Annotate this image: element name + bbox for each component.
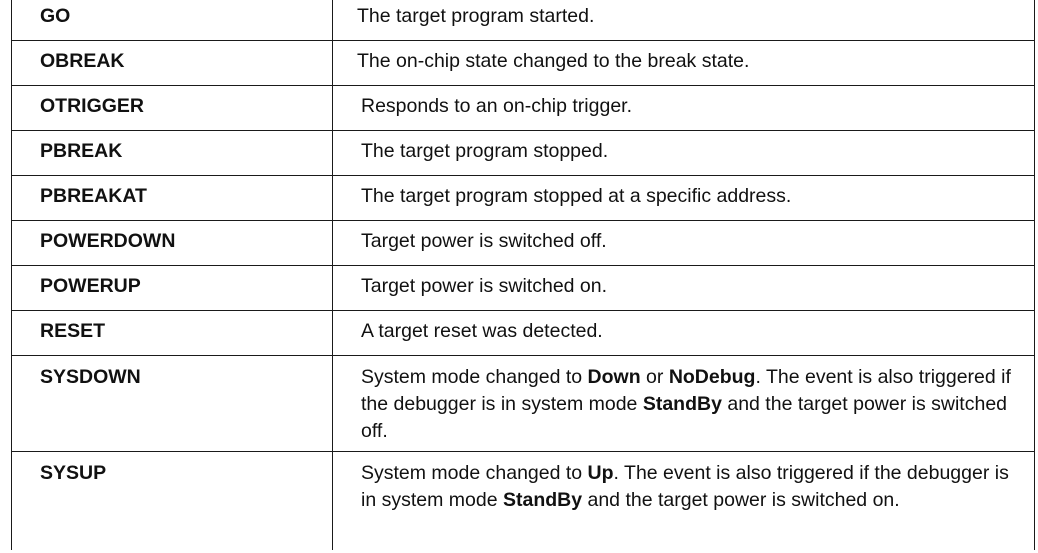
description-text: or bbox=[640, 366, 669, 388]
event-description: Target power is switched on. bbox=[361, 275, 608, 297]
event-description: A target reset was detected. bbox=[361, 320, 603, 342]
description-text: System mode changed to bbox=[361, 366, 588, 388]
event-description: The target program started. bbox=[357, 5, 595, 27]
table-row bbox=[12, 356, 1035, 452]
table-row bbox=[12, 311, 1035, 356]
event-description-cell bbox=[333, 356, 1035, 452]
event-name-cell bbox=[12, 356, 333, 452]
description-keyword: NoDebug bbox=[668, 366, 756, 388]
description-keyword: StandBy bbox=[502, 489, 583, 511]
event-name-cell bbox=[12, 41, 333, 86]
event-name: SYSDOWN bbox=[40, 366, 141, 388]
table-row bbox=[12, 41, 1035, 86]
event-name-cell bbox=[12, 86, 333, 131]
event-description-cell bbox=[333, 41, 1035, 86]
description-keyword: StandBy bbox=[642, 393, 722, 415]
event-name-cell bbox=[12, 311, 333, 356]
event-description bbox=[333, 452, 1034, 514]
event-description: Responds to an on-chip trigger. bbox=[361, 95, 633, 117]
event-name-cell bbox=[12, 266, 333, 311]
table-row bbox=[12, 266, 1035, 311]
event-description-cell bbox=[333, 311, 1035, 356]
event-description bbox=[333, 356, 1034, 445]
description-keyword: Down bbox=[587, 366, 641, 388]
event-name: POWERDOWN bbox=[40, 230, 176, 252]
event-description-cell bbox=[333, 266, 1035, 311]
event-name: PBREAK bbox=[40, 140, 123, 162]
event-name: POWERUP bbox=[40, 275, 141, 297]
event-description-cell bbox=[333, 0, 1035, 41]
table-row bbox=[12, 221, 1035, 266]
description-text: . The event is also triggered if the debugger is in system mode bbox=[361, 366, 1011, 415]
event-name: OBREAK bbox=[40, 50, 125, 72]
description-keyword: Up bbox=[587, 462, 614, 484]
description-text: System mode changed to bbox=[361, 462, 588, 484]
event-description-cell bbox=[333, 176, 1035, 221]
table-row bbox=[12, 131, 1035, 176]
event-description-cell bbox=[333, 131, 1035, 176]
description-text: . The event is also triggered if the debugger is in system mode bbox=[361, 462, 1009, 511]
event-name-cell bbox=[12, 176, 333, 221]
event-name: RESET bbox=[40, 320, 106, 342]
event-name-cell bbox=[12, 221, 333, 266]
event-description: The target program stopped at a specific address. bbox=[361, 185, 792, 207]
table-row bbox=[12, 86, 1035, 131]
event-name: SYSUP bbox=[40, 462, 107, 484]
table-row bbox=[12, 0, 1035, 41]
event-name: PBREAKAT bbox=[40, 185, 147, 207]
event-description-cell bbox=[333, 452, 1035, 551]
event-name-cell bbox=[12, 452, 333, 551]
table-row bbox=[12, 452, 1035, 551]
event-description-cell bbox=[333, 221, 1035, 266]
description-text: and the target power is switched off. bbox=[361, 393, 1008, 442]
event-description: The target program stopped. bbox=[361, 140, 609, 162]
events-table bbox=[11, 0, 1035, 550]
description-text: and the target power is switched on. bbox=[582, 489, 900, 511]
event-name-cell bbox=[12, 0, 333, 41]
event-description: The on-chip state changed to the break state. bbox=[357, 50, 750, 72]
table-row bbox=[12, 176, 1035, 221]
event-name: GO bbox=[40, 5, 71, 27]
event-description-cell bbox=[333, 86, 1035, 131]
event-name: OTRIGGER bbox=[40, 95, 145, 117]
event-description: Target power is switched off. bbox=[361, 230, 607, 252]
event-name-cell bbox=[12, 131, 333, 176]
